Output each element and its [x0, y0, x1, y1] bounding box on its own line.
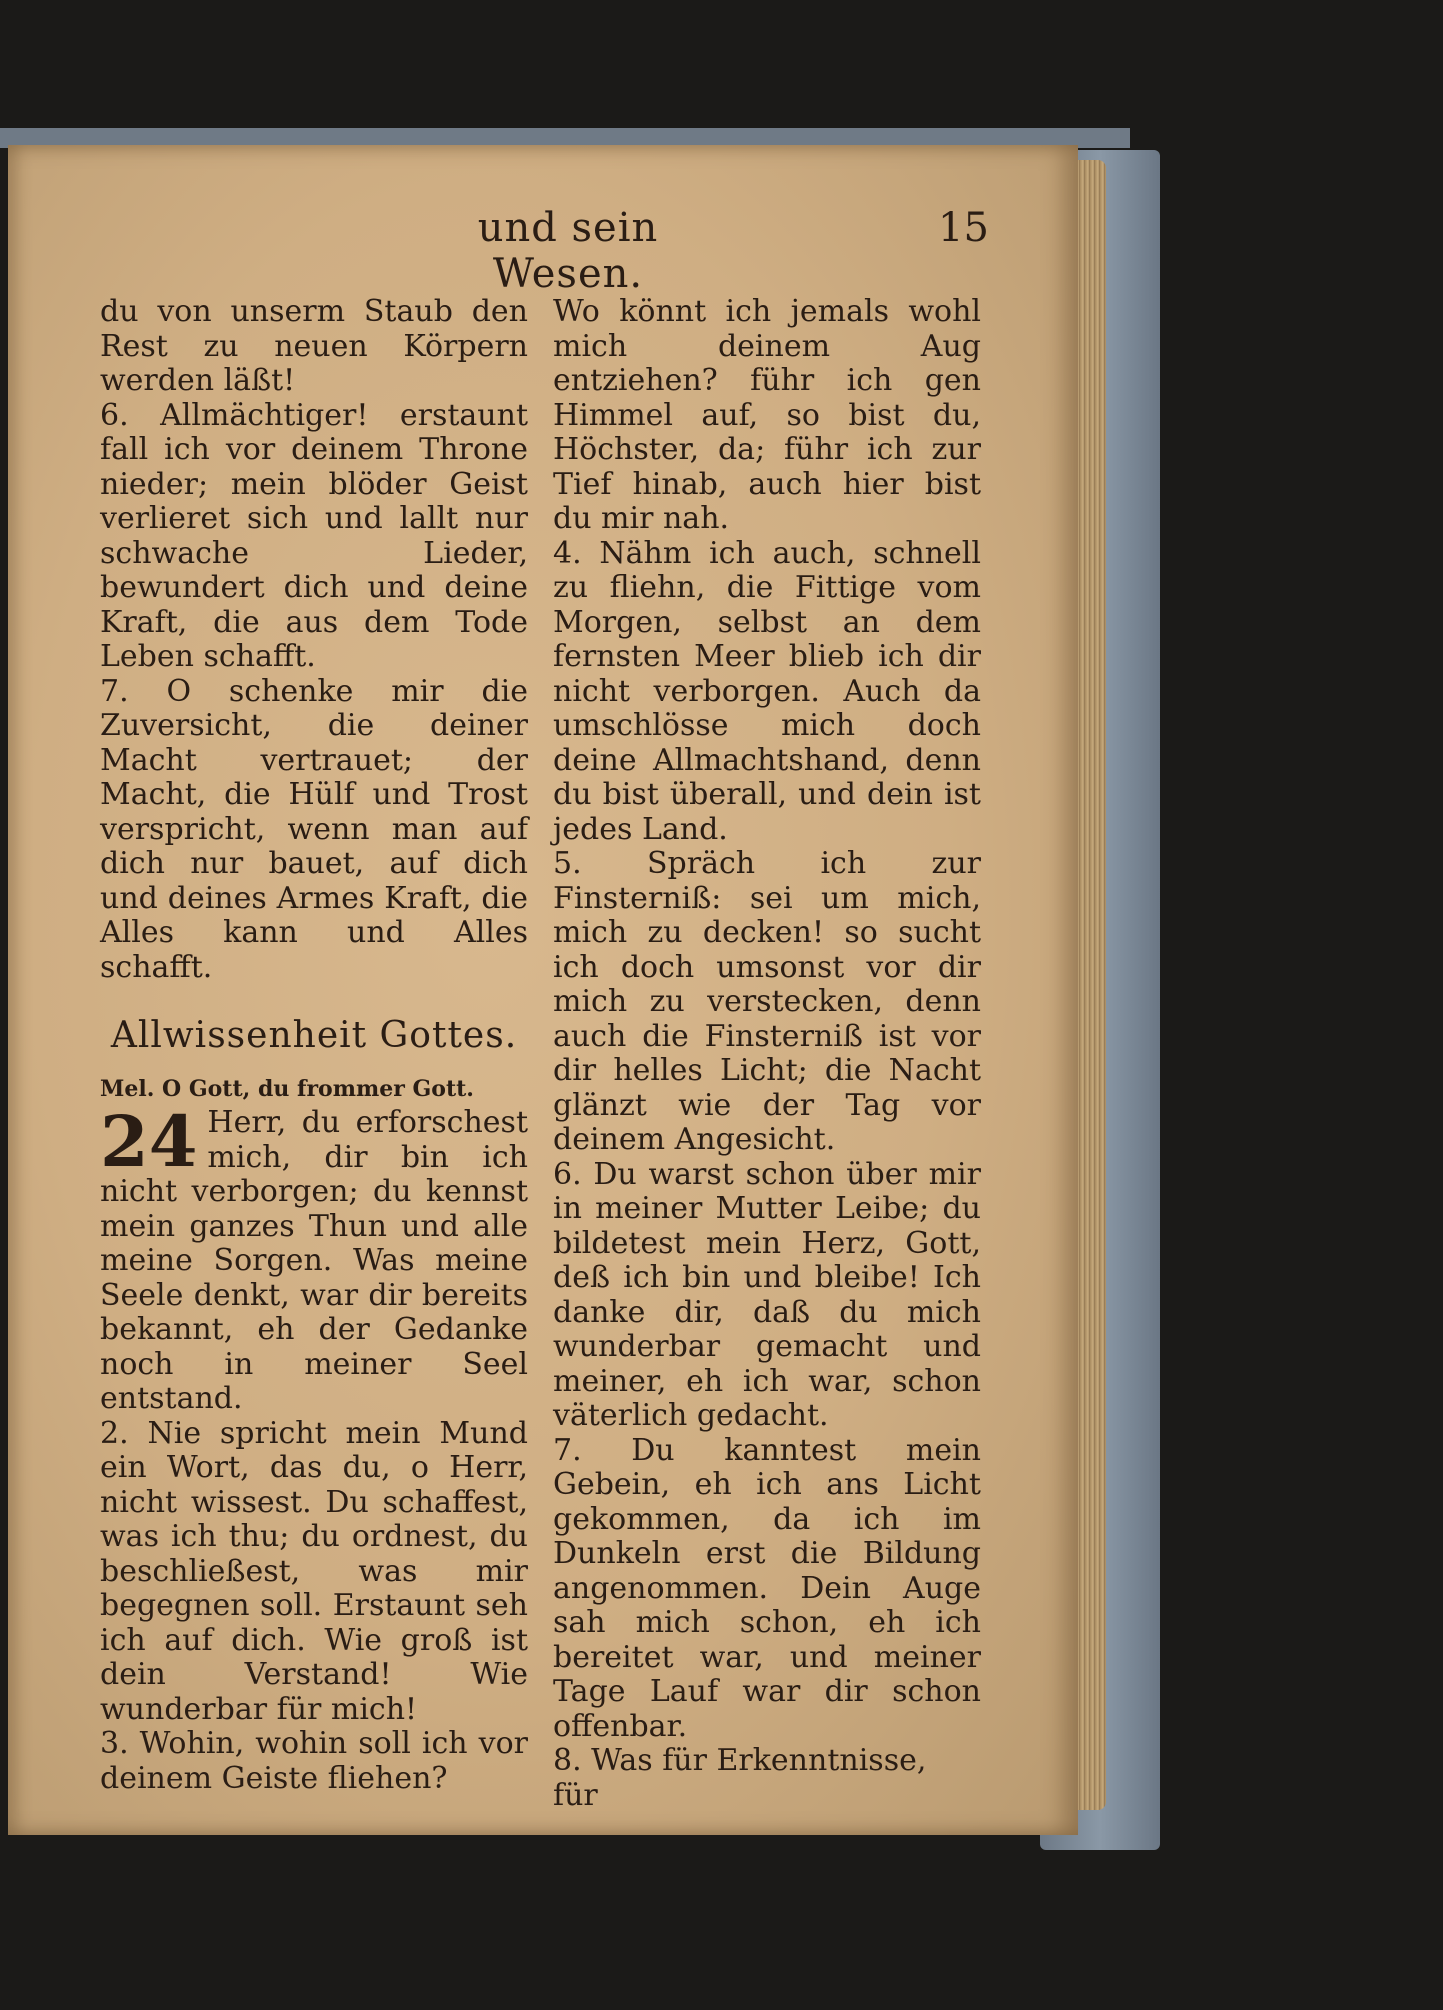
verse-1-text: Herr, du erforschest mich, dir bin ich nicht verborgen; du kennst mein ganzes Thun und alle meine Sorgen. Was meine Seele denkt, war dir bereits bekannt, eh der Gedanke noch in meiner Seel entstand.: [100, 1105, 528, 1416]
verse-8: 8. Was für Erkenntnisse,: [553, 1743, 927, 1778]
melody-line: Mel. O Gott, du frommer Gott.: [100, 1075, 474, 1102]
verse-6: 6. Allmächtiger! erstaunt fall ich vor deinem Throne nieder; mein blöder Geist verlieret sich und lallt nur schwache Lieder, bewundert dich und deine Kraft, die aus dem Tode Leben schafft.: [100, 397, 528, 674]
verse-4: 4. Nähm ich auch, schnell zu fliehn, die Fittige vom Morgen, selbst an dem fernsten Meer blieb ich dir nicht verborgen. Auch da umschlösse mich doch deine Allmachtshand, denn du bist überall, und dein ist jedes Land.: [553, 535, 981, 847]
left-column: [100, 295, 528, 1796]
verse-7-right: 7. Du kanntest mein Gebein, eh ich ans Licht gekommen, da ich im Dunkeln erst die Bildung angenommen. Dein Auge sah mich schon, eh ich bereitet war, und meiner Tage Lauf war dir schon offenbar.: [553, 1432, 981, 1744]
verse-5: 5. Spräch ich zur Finsterniß: sei um mich, mich zu decken! so sucht ich doch umsonst vor dir mich zu verstecken, denn auch die Finsterniß ist vor dir helles Licht; die Nacht glänzt wie der Tag vor deinem Angesicht.: [553, 846, 981, 1157]
verse-3: 3. Wohin, wohin soll ich vor deinem Geiste fliehen?: [100, 1726, 528, 1796]
right-column: [553, 295, 981, 1813]
verse-continuation: du von unserm Staub den Rest zu neuen Körpern werden läßt!: [100, 294, 528, 398]
verse-7: 7. O schenke mir die Zuversicht, die deiner Macht vertrauet; der Macht, die Hülf und Trost verspricht, wenn man auf dich nur bauet, auf dich und deines Armes Kraft, die Alles kann und Alles schafft.: [100, 673, 528, 985]
verse-6-right: 6. Du warst schon über mir in meiner Mutter Leibe; du bildetest mein Herz, Gott, deß ich bin und bleibe! Ich danke dir, daß du mich wunderbar gemacht und meiner, eh ich war, schon väterlich gedacht.: [553, 1156, 981, 1433]
catchword: für: [553, 1777, 598, 1813]
hymn-title: Allwissenheit Gottes.: [110, 1015, 518, 1056]
verse-2: 2. Nie spricht mein Mund ein Wort, das du, o Herr, nicht wissest. Du schaffest, was ich thu; du ordnest, du beschließest, was mir begegnen soll. Erstaunt seh ich auf dich. Wie groß ist dein Verstand! Wie wunderbar für mich!: [100, 1415, 528, 1727]
page-number: 15: [938, 205, 989, 251]
verse-3-continuation: Wo könnt ich jemals wohl mich deinem Aug entziehen? führ ich gen Himmel auf, so bist du, Höchster, da; führ ich zur Tief hinab, auch hier bist du mir nah.: [553, 294, 981, 536]
hymn-24-verse-1: [100, 1100, 528, 1417]
running-head: und sein Wesen.: [477, 205, 659, 297]
book-page: [8, 145, 1078, 1835]
hymn-number: 24: [100, 1100, 198, 1183]
